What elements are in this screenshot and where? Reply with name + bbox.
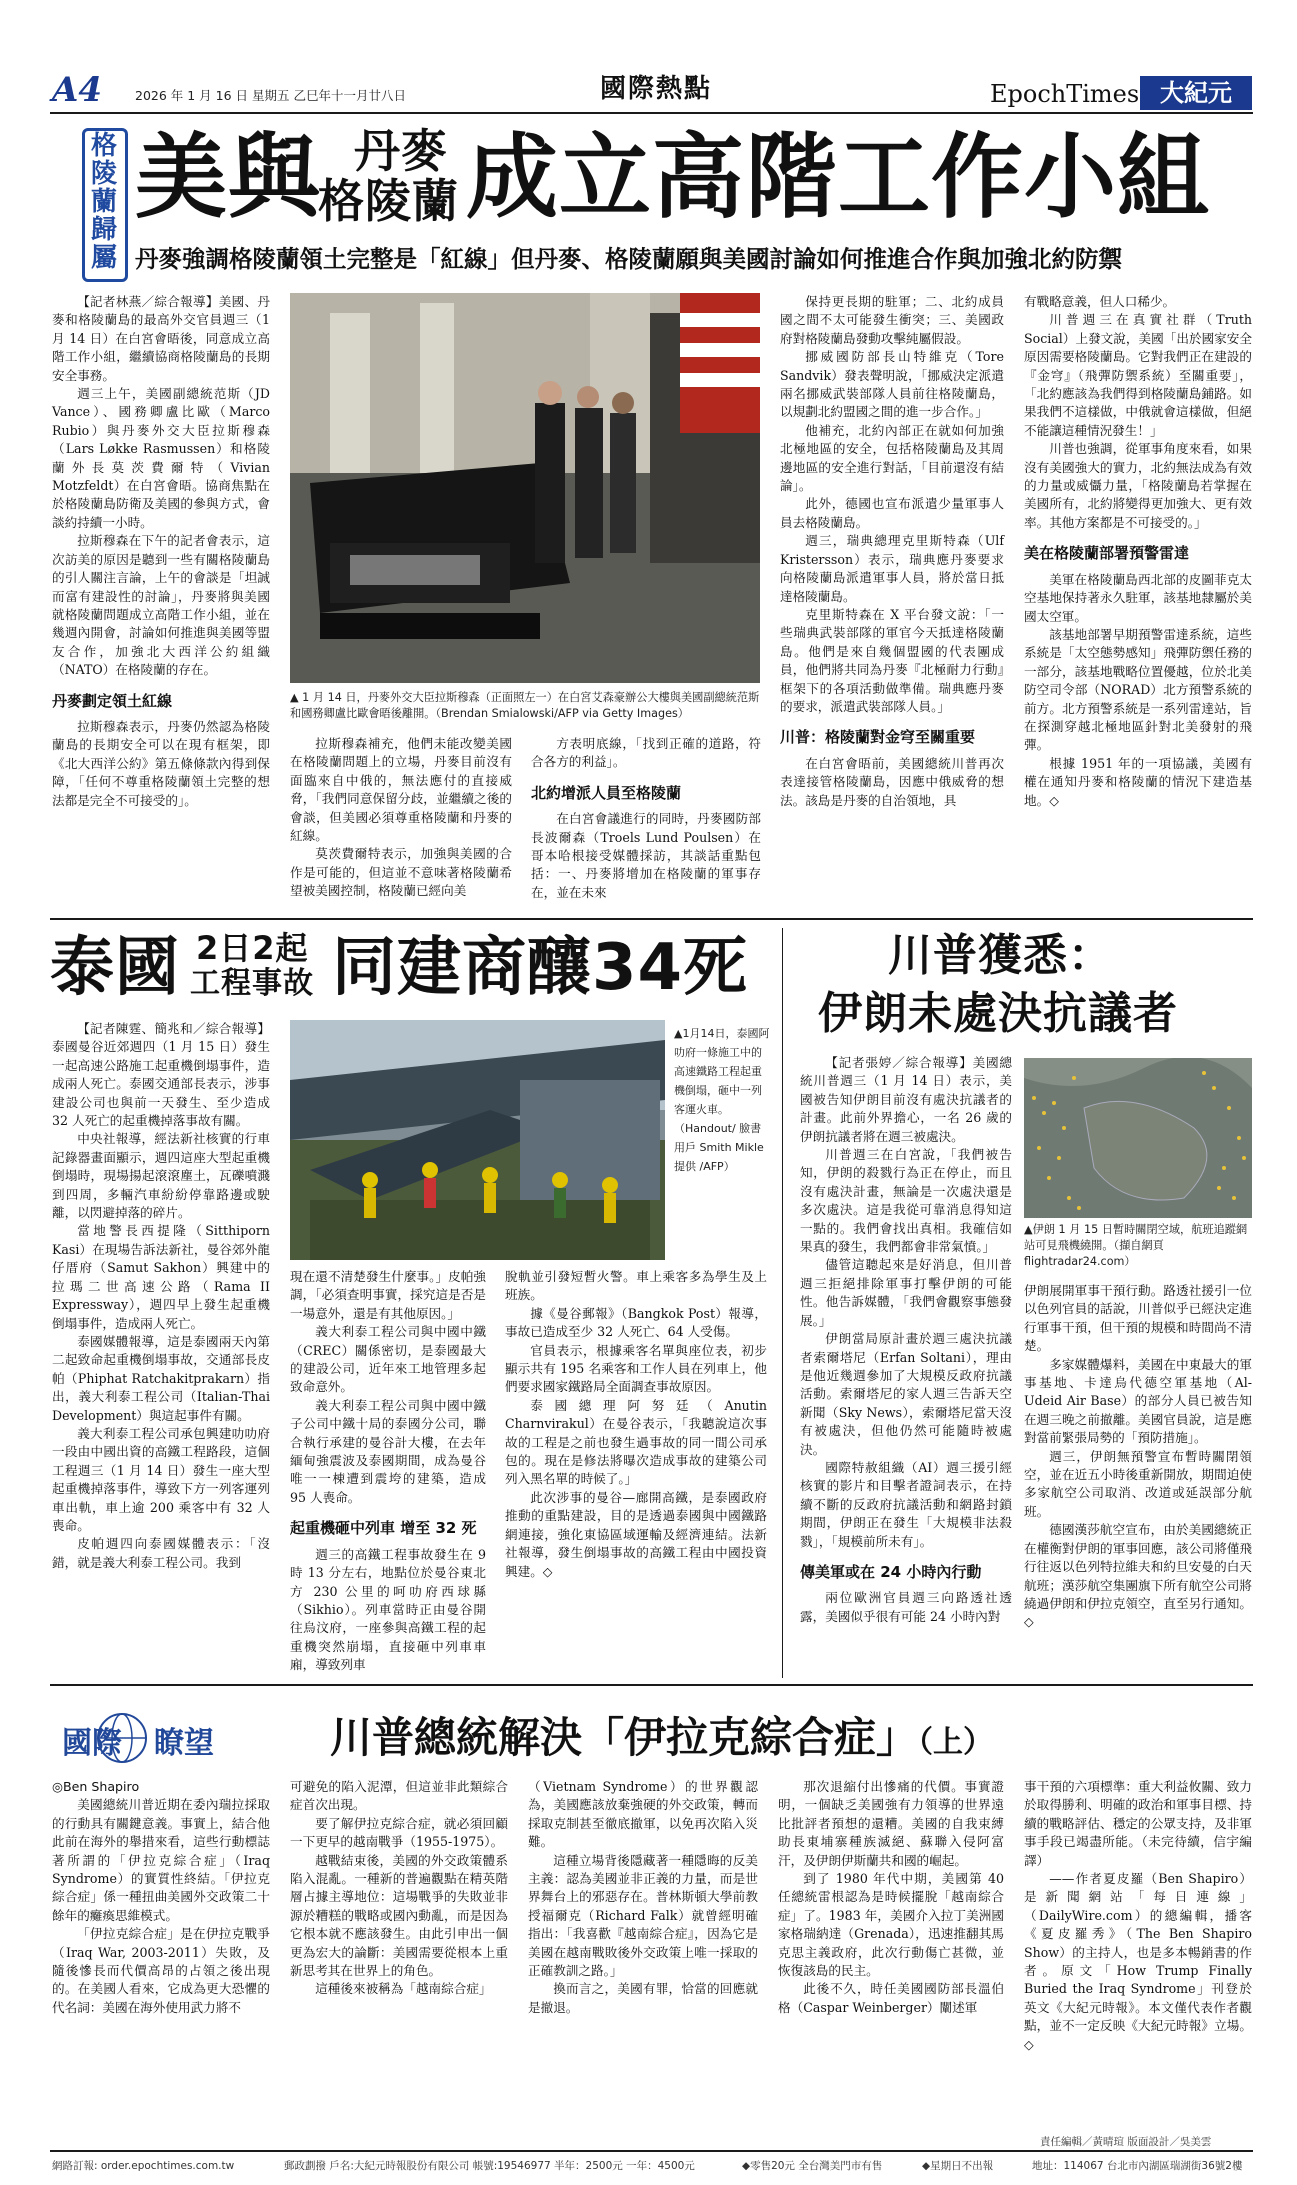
footer-postal: 郵政劃撥 戶名:大紀元時報股份有限公司 帳號:19546977 半年：2500元 一年：4500元 [284,2160,695,2172]
paragraph: 多家媒體爆料，美國在中東最大的軍事基地、卡達烏代德空軍基地（Al-Udeid Air Base）的部分人員已被告知在週三晚之前撤離。美國官員說，這是應對當前緊張局勢的「預防措施」。 [1024,1356,1252,1446]
paragraph: 週三，瑞典總理克里斯特森（Ulf Kristersson）表示，瑞典應丹麥要求向格陵蘭島派遣軍事人員，將於當日抵達格陵蘭島。 [780,533,1004,604]
page-number: A4 [52,70,103,110]
story1-deck: 丹麥強調格陵蘭領土完整是「紅線」但丹麥、格陵蘭願與美國討論如何推進合作與加強北約防禦 [135,245,1122,273]
footer-price: ◆零售20元 全台灣美門市有售 [742,2160,883,2172]
paragraph: 挪威國防部長山特維克（Tore Sandvik）發表聲明說，「挪威決定派遣兩名挪威武裝部隊人員前往格陵蘭島，以規劃北約盟國之間的進一步合作。」 [780,349,1004,420]
story2-column-3 [505,1268,767,1581]
paragraph: 克里斯特森在 X 平台發文說：「一些瑞典武裝部隊的軍官今天抵達格陵蘭島。他們是來自幾個盟國的代表團成員，他們將共同為丹麥『北極耐力行動』框架下的各項活動做準備。瑞典應丹麥的要求，派遣武裝部隊人員。」 [780,606,1004,714]
story3-column-2 [1024,1282,1252,1632]
story4-column-1 [52,1778,270,2017]
story4-headline-main: 川普總統解決「伊拉克綜合症」 [330,1713,919,1762]
story2-photo-caption: ▲1月14日，泰國阿叻府一條施工中的高速鐵路工程起重機倒塌，砸中一列客運火車。（Handout/ 臉書用戶 Smith Mikle 提供 /AFP） [674,1027,770,1173]
paragraph: 川普也強調，從軍事角度來看，如果沒有美國強大的實力，北約無法成為有效的力量或威懾力量，「格陵蘭島若掌握在美國所有，北約將變得更加強大、更有效率。其他方案都是不可接受的。」 [1024,441,1252,530]
paragraph: 他補充，北約內部正在就如何加強北極地區的安全，包括格陵蘭島及其周邊地區的安全進行對話，「目前還沒有結論」。 [780,422,1004,494]
story2-headline-small-2: 工程事故 [190,966,314,1001]
story-divider [50,1684,1253,1686]
subheading: 川普：格陵蘭對金穹至關重要 [780,728,976,747]
paragraph: 根據 1951 年的一項協議，美國有權在通知丹麥和格陵蘭的情況下建造基地。◇ [1024,755,1252,808]
paragraph: 義大利泰工程公司承包興建叻叻府一段由中國出資的高鐵工程路段，這個工程週三（1 月 14 日）發生一座大型起重機掉落事件，導致下方一列客運列車出軌，車上逾 200 乘客中有 32 人喪命。 [52,1425,270,1533]
story2-headline-a: 泰國 [50,931,180,1005]
footer-rule [50,2150,1253,2152]
paragraph: 【記者張婷／綜合報導】美國總統川普週三（1 月 14 日）表示，美國被告知伊朗目前沒有處決抗議者的計畫。此前外界擔心，一名 26 歲的伊朗抗議者將在週三被處決。 [800,1055,1012,1144]
column-logo-text-2: 瞭望 [154,1726,214,1761]
kicker-label: 格陵蘭歸屬 [90,131,117,273]
paragraph: 美軍在格陵蘭島西北部的皮圖菲克太空基地保持著永久駐軍，該基地隸屬於美國太空軍。 [1024,571,1252,624]
paragraph: 「伊拉克綜合症」是在伊拉克戰爭（Iraq War, 2003-2011）失敗，及隨後慘長而代價高昂的占領之後出現的。在美國人看來，它成為更大恐懼的代名詞：美國在海外使用武力將不 [52,1926,270,2015]
paragraph: 國際特赦組織（AI）週三援引經核實的影片和目擊者證詞表示，在持續不斷的反政府抗議活動和網路封鎖期間，伊朗正在發生「大規模非法殺戮」，「規模前所未有」。 [800,1459,1012,1549]
section-title: 國際熱點 [600,74,713,104]
story2-headline-small-1: 2日2起 [196,929,309,967]
story3-column-1 [800,1054,1012,1626]
story4-column-5 [1024,1778,1252,2054]
paragraph: 兩位歐洲官員週三向路透社透露，美國似乎很有可能 24 小時內對 [800,1590,1012,1624]
paragraph: 此次涉事的曼谷—廊開高鐵，是泰國政府推動的重點建設，目的是透過泰國與中國鐵路網連接，強化東協區域運輸及經濟連結。法新社報導，發生倒塌事故的高鐵工程由中國投資興建。◇ [505,1489,767,1579]
paragraph: 據《曼谷郵報》（Bangkok Post）報導，事故已造成至少 32 人死亡、64 人受傷。 [505,1305,767,1340]
story1-headline-small-1: 丹麥 [354,124,448,178]
story4-column-4 [778,1778,1004,2017]
paragraph: 可避免的陷入泥潭，但這並非此類綜合症首次出現。 [290,1779,508,1813]
paragraph: 週三上午，美國副總統范斯（JD Vance）、國務卿盧比歐（Marco Rubio）與丹麥外交大臣拉斯穆森（Lars Løkke Rasmussen）和格陵蘭外長莫茨費爾特（Vivian Motzfeldt）在白宮會晤。協商焦點在於格陵蘭島防衛及美國的參與方式，會談約持續一小時。 [52,386,270,530]
footer-address: 地址：114067 台北市內湖區瑞湖街36號2樓 [1032,2160,1243,2172]
crane-accident-photo-illustration [290,1020,665,1260]
paragraph: 拉斯穆森表示，丹麥仍然認為格陵蘭島的長期安全可以在現有框架，即《北大西洋公約》第五條條款內得到保障，「任何不尊重格陵蘭領土完整的想法都是完全不可接受的」。 [52,718,270,808]
story1-photo [290,293,760,683]
footer-website[interactable]: 網路訂報: order.epochtimes.com.tw [52,2160,235,2172]
paragraph: 德國漢莎航空宣布，由於美國總統正在權衡對伊朗的軍事回應，該公司將僅飛行往返以色列特拉維夫和約旦安曼的白天航班；漢莎航空集團旗下所有航空公司將繞過伊朗和伊拉克領空，直至另行通知。◇ [1024,1522,1252,1630]
date-line: 2026 年 1 月 16 日 星期五 乙巳年十一月廿八日 [135,88,406,103]
paragraph: 此後不久，時任美國國防部長溫伯格（Caspar Weinberger）闡述軍 [778,1981,1004,2015]
paragraph: 現在還不清楚發生什麼事。」皮帕強調，「必須查明事實，採究這是否是一場意外，還是有其他原因。」 [290,1269,486,1321]
subheading: 丹麥劃定領土紅線 [52,691,173,710]
paragraph: 泰國總理阿努廷（Anutin Charnvirakul）在曼谷表示，「我聽說這次事故的工程是之前也發生過事故的同一間公司承包的。現在是修法將曝次造成事故的建築公司列入黑名單的時候了。」 [505,1397,767,1487]
paragraph: 【記者林燕／綜合報導】美國、丹麥和格陵蘭島的最高外交官員週三（1 月 14 日）在白宮會晤後，同意成立高階工作小組，繼續協商格陵蘭島的長期安全事務。 [52,294,270,383]
story1-column-1 [52,293,270,810]
paragraph: 要了解伊拉克綜合症，就必須回顧一下更早的越南戰爭（1955-1975）。 [290,1815,508,1850]
story1-column-3 [531,735,761,902]
paragraph: 到了 1980 年代中期，美國第 40 任總統雷根認為是時候擺脫「越南綜合症」了。1983 年，美國介入拉丁美洲國家格瑞納達（Grenada），迅速推翻其馬克思主義政府，此次行動傷亡甚微，並恢復該島的民主。 [778,1871,1004,1979]
story1-headline-a: 美與 [135,124,322,231]
paragraph: 在白宮會晤前，美國總統川普再次表達接管格陵蘭島，因應中俄威脅的想法。該島是丹麥的自治領地，具 [780,755,1004,808]
paragraph: 這種立場背後隱藏著一種隱晦的反美主義：認為美國並非正義的力量，而是世界舞台上的邪惡存在。普林斯頓大學前教授福爾克（Richard Falk）就曾經明確指出：「我喜歡『越南綜合症』，因為它是美國在越南戰敗後外交政策上唯一採取的正確教訓之路。」 [528,1852,758,1979]
story3-photo-caption: ▲伊朗 1 月 15 日暫時關閉空域，航班追蹤網站可見飛機繞開。（擷自網頁 flightradar24.com） [1024,1223,1248,1268]
paragraph: 伊朗當局原計畫於週三處決抗議者索爾塔尼（Erfan Soltani），理由是他近幾週參加了大規模反政府抗議活動。索爾塔尼的家人週三告訴天空新聞（Sky News），索爾塔尼當天沒有被處決，但他仍然可能隨時被處決。 [800,1331,1012,1457]
story4-column-3 [528,1778,758,2017]
story4-column-2 [290,1778,508,1999]
paragraph: 當地警長西提隆（Sitthiporn Kasi）在現場告訴法新社，曼谷郊外龍仔厝府（Samut Sakhon）興建中的拉瑪二世高速公路（Rama II Expressway），週四早上發生起重機倒塌事件，造成兩人死亡。 [52,1223,270,1331]
paragraph: 伊朗展開軍事干預行動。路透社援引一位以色列官員的話說，川普似乎已經決定進行軍事干預，但干預的規模和時間尚不清楚。 [1024,1283,1252,1354]
story4-headline-part: （上） [918,1725,994,1760]
paragraph: 有戰略意義，但人口稀少。 [1024,294,1176,309]
paragraph: 義大利泰工程公司與中國中鐵（CREC）關係密切，是泰國最大的建設公司，近年來工地管理多起致命意外。 [290,1324,486,1395]
story1-photo-caption: ▲ 1 月 14 日，丹麥外交大臣拉斯穆森（正面照左一）在白宮艾森豪辦公大樓與美國副總統范斯和國務卿盧比歐會晤後離開。（Brendan Smialowski/AFP via Getty Images） [290,691,760,720]
paragraph: 事干預的六項標準：重大利益攸關、致力於取得勝利、明確的政治和軍事目標、持續的戰略評估、穩定的公眾支持，及非軍事手段已竭盡所能。（未完待續，信宇編譯） [1024,1779,1252,1868]
white-house-photo-illustration [290,293,760,683]
paragraph: 脫軌並引發短暫火警。車上乘客多為學生及上班族。 [505,1269,767,1303]
flight-map-photo-illustration [1024,1058,1252,1218]
paragraph: 這種後來被稱為「越南綜合症」 [315,1981,492,1997]
paragraph: 拉斯穆森在下午的記者會表示，這次訪美的原因是聽到一些有關格陵蘭島的引人關注言論，上午的會談是「坦誠而富有建設性的討論」，丹麥將與美國就格陵蘭問題成立高階工作小組，並在幾週內開會，討論如何推進與美國等盟友合作，加強北大西洋公約組織（NATO）在格陵蘭的存在。 [52,533,270,678]
paragraph: 泰國媒體報導，這是泰國兩天內第二起致命起重機倒塌事故，交通部長皮帕（Phiphat Ratchakitprakarn）指出，義大利泰工程公司（Italian-Thai Development）與這起事件有關。 [52,1333,270,1423]
paragraph: 拉斯穆森補充，他們未能改變美國在格陵蘭問題上的立場，丹麥目前沒有面臨來自中俄的，無法應付的直接威脅，「我們同意保留分歧，並繼續之後的會談，但美國必須尊重格陵蘭和丹麥的紅線。 [290,736,512,844]
story1-headline-small-2: 格陵蘭 [318,174,459,228]
paragraph: 官員表示，根據乘客名單與座位表，初步顯示共有 195 名乘客和工作人員在列車上，他們要求國家鐵路局全面調查事故原因。 [505,1342,767,1395]
paragraph: 皮帕週四向泰國媒體表示：「沒錯，就是義大利泰工程公司。我到 [52,1536,270,1570]
brand-zh-logo: 大紀元 [1140,76,1252,110]
paragraph: 美國總統川普近期在委內瑞拉採取的行動具有關鍵意義。事實上，結合他此前在海外的舉措來看，這些行動標誌著所謂的「伊拉克綜合症」（Iraq Syndrome）的實質性終結。「伊拉克綜合症」係一種扭曲美國外交政策二十餘年的癱瘓思維模式。 [52,1797,270,1923]
story3-headline-1: 川普獲悉： [888,930,1113,981]
story2-column-1 [52,1020,270,1572]
story3-headline-2: 伊朗未處決抗議者 [818,988,1178,1039]
story-divider [50,918,1253,920]
subheading: 北約增派人員至格陵蘭 [531,783,682,802]
header-rule [50,112,1253,114]
paragraph: 週三，伊朗無預警宣布暫時關閉領空，並在近五小時後重新開放，期間迫使多家航空公司取消、改道或延誤部分航班。 [1024,1448,1252,1519]
column-logo-text-1: 國際 [62,1726,122,1761]
story2-column-2 [290,1268,486,1675]
paragraph: 儘管這聽起來是好消息，但川普週三拒絕排除軍事打擊伊朗的可能性。他告訴媒體，「我們會觀察事態發展。」 [800,1257,1012,1328]
subheading: 傳美軍或在 24 小時內行動 [800,1562,982,1581]
paragraph: 方表明底線，「找到正確的道路，符合各方的利益」。 [531,736,761,770]
paragraph: 該基地部署早期預警雷達系統，這些系統是「太空態勢感知」飛彈防禦任務的一部分，該基地戰略位置優越，位於北美防空司令部（NORAD）北方預警系統的前方。北方預警系統是一系列雷達站，旨在探測穿越北極地區針對北美發射的飛彈。 [1024,626,1252,753]
story4-headline [330,1708,993,1773]
paragraph: 川普週三在真實社群（Truth Social）上發文說，美國「出於國家安全原因需要格陵蘭島。它對我們正在建設的『金穹』（飛彈防禦系統）至關重要」，「北約應該為我們得到格陵蘭島鋪路。如果我們不這樣做，中俄就會這樣做，但絕不能讓這種情況發生！」 [1024,312,1252,438]
paragraph: 保持更長期的駐軍；二、北約成員國之間不太可能發生衝突；三、美國政府對格陵蘭島發動攻擊純屬假設。 [780,294,1004,346]
byline: ◎Ben Shapiro [52,1779,140,1794]
column-logo [56,1712,256,1764]
story1-column-5 [1024,293,1252,810]
story2-photo [290,1020,665,1260]
footer-schedule: ◆星期日不出報 [922,2160,994,2172]
story3-photo [1024,1058,1252,1218]
editor-credits: 責任編輯／黃晴瑄 版面設計／吳美雲 [1040,2136,1212,2148]
story1-column-4 [780,293,1004,810]
subheading: 起重機砸中列車 增至 32 死 [290,1519,477,1538]
vertical-divider [782,928,783,1678]
paragraph: （Vietnam Syndrome）的世界觀認為，美國應該放棄強硬的外交政策，轉而採取克制甚至徹底撤軍，以免再次陷入災難。 [528,1779,758,1850]
paragraph: 換而言之，美國有罪，恰當的回應就是撤退。 [528,1981,758,2015]
paragraph: 【記者陳霆、簡兆和／綜合報導】泰國曼谷近郊週四（1 月 15 日）發生一起高速公路施工起重機倒塌事件，造成兩人死亡。泰國交通部長表示，涉事建設公司也與前一天發生、至少造成 32 人死亡的起重機掉落事故有關。 [52,1021,270,1129]
paragraph: 越戰結束後，美國的外交政策體系陷入混亂。一種新的普遍觀點在精英階層占據主導地位：這場戰爭的失敗並非源於糟糕的戰略或國內動亂，而是因為它根本就不應該發生。由此引申出一個更為宏大的論斷：美國需要從根本上重新思考其在世界上的角色。 [290,1852,508,1979]
paragraph: 川普週三在白宮說，「我們被告知，伊朗的殺戮行為正在停止，而且沒有處決計畫，無論是一次處決還是多次處決。這是我從可靠消息得知這一點的。我們會找出真相。我確信如果真的發生，我們都會非常氣憤。」 [800,1147,1012,1255]
paragraph: ——作者夏皮羅（Ben Shapiro）是新聞網站「每日連線」（DailyWire.com）的總編輯，播客《夏皮羅秀》（The Ben Shapiro Show）的主持人，也是多本暢銷書的作者。原文「How Trump Finally Buried the Iraq Syndrome」刊登於英文《大紀元時報》。本文僅代表作者觀點，並不一定反映《大紀元時報》立場。◇ [1024,1871,1252,2052]
paragraph: 週三的高鐵工程事故發生在 9 時 13 分左右，地點位於曼谷東北方 230 公里的呵叻府西球縣（Sikhio）。列車當時正由曼谷開往烏汶府，一座參與高鐵工程的起重機突然崩塌，直接砸中列車車廂，導致列車 [290,1546,486,1673]
paragraph: 義大利泰工程公司與中國中鐵子公司中鐵十局的泰國分公司，聯合執行承建的曼谷計大樓，在去年緬甸強震波及泰國期間，成為曼谷唯一一棟遭到震垮的建築，造成 95 人喪命。 [290,1397,486,1505]
footer-bar [52,2156,1252,2176]
paragraph: 那次退縮付出慘痛的代價。事實證明，一個缺乏美國強有力領導的世界遠比批評者預想的還糟。美國的自我束縛助長東埔寨種族滅絕、蘇聯入侵阿富汗，及伊朗伊斯蘭共和國的崛起。 [778,1779,1004,1868]
story1-column-2 [290,735,512,901]
paragraph: 此外，德國也宣布派遣少量軍事人員去格陵蘭島。 [780,496,1004,530]
paragraph: 中央社報導，經法新社核實的行車記錄器畫面顯示，週四這座大型起重機倒塌時，現場揚起滾滾塵土，瓦礫噴濺到四周，多輛汽車紛紛停靠路邊或駛離，以閃避掉落的碎片。 [52,1131,270,1221]
subheading: 美在格陵蘭部署預警雷達 [1024,544,1190,563]
story1-headline-b: 成立高階工作小組 [466,124,1211,231]
paragraph: 莫茨費爾特表示，加強與美國的合作是可能的，但這並不意味著格陵蘭希望被美國控制，格陵蘭已經向美 [290,846,512,899]
story2-headline-b: 同建商釀34死 [332,931,749,1005]
brand-en: EpochTimes [990,80,1140,108]
paragraph: 在白宮會議進行的同時，丹麥國防部長波爾森（Troels Lund Poulsen）在哥本哈根接受媒體採訪，其談話重點包括：一、丹麥將增加在格陵蘭的軍事存在，並在未來 [531,811,761,900]
